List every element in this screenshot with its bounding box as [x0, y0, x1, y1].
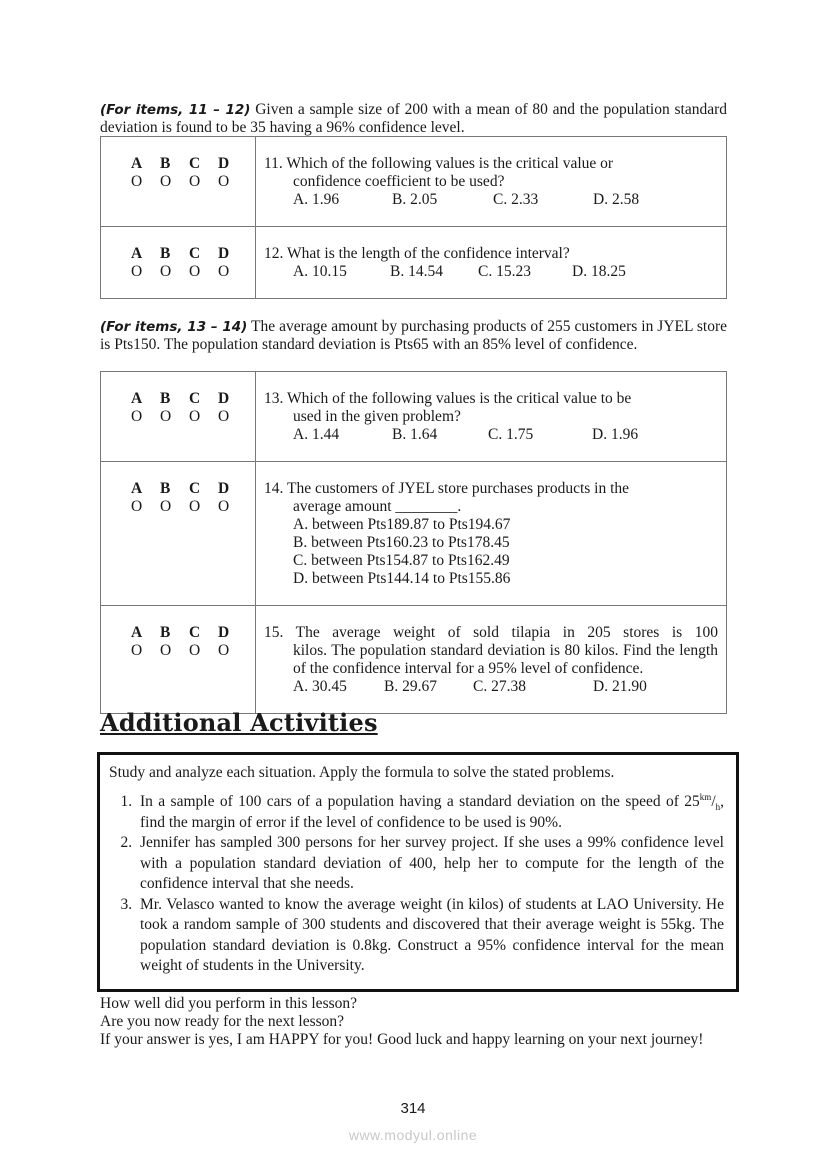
additional-activities-heading: Additional Activities [100, 708, 378, 737]
option-label-a: A [131, 245, 143, 262]
choice-a: A. 1.96 [293, 191, 340, 208]
closing-line: If your answer is yes, I am HAPPY for you! Good luck and happy learning on your next journey! [100, 1031, 704, 1048]
bubble-d[interactable]: O [218, 642, 230, 659]
option-label-d: D [218, 245, 230, 262]
bubble-b[interactable]: O [160, 263, 172, 280]
bubble-c[interactable]: O [189, 498, 201, 515]
choice-b: B. 1.64 [392, 426, 438, 443]
question-row-14 [101, 462, 727, 606]
option-label-b: B [160, 624, 171, 641]
option-label-b: B [160, 390, 171, 407]
choice-b: B. 2.05 [392, 191, 438, 208]
bubble-b[interactable]: O [160, 642, 172, 659]
choice-a: A. 1.44 [293, 426, 340, 443]
bubble-c[interactable]: O [189, 263, 201, 280]
items-range-label: (For items, 13 – 14) [100, 319, 248, 335]
choice-a: A. 30.45 [293, 678, 347, 695]
question-row-12 [101, 227, 727, 299]
answer-options[interactable] [131, 245, 255, 281]
choice-c: C. 15.23 [478, 263, 531, 280]
option-label-d: D [218, 480, 230, 497]
intro-text: Given a sample size of 200 with a mean of 80 and the population standard deviation is found to be 35 having a 96% confidence level. [100, 101, 727, 136]
activity-item-2: 2. Jennifer has sampled 300 persons for her survey project. If she uses a 99% confidence level with a population standard deviation of 400, help her to compute for the length of the confidence interval that she needs. [136, 833, 724, 895]
question-text: 13. Which of the following values is the critical value to be [264, 390, 632, 407]
question-text-cont: kilos. The population standard deviation is 80 kilos. Find the length of the confidence interval for a 95% level of confidence. [293, 642, 718, 677]
answer-options[interactable] [131, 155, 255, 191]
bubble-a[interactable]: O [131, 263, 143, 280]
unit-denominator: h [715, 802, 721, 813]
page-number: 314 [400, 1100, 426, 1117]
question-row-15 [101, 606, 727, 714]
option-label-d: D [218, 155, 230, 172]
bubble-d[interactable]: O [218, 263, 230, 280]
choice-d: D. 1.96 [592, 426, 639, 443]
option-label-c: C [189, 480, 201, 497]
option-label-a: A [131, 624, 143, 641]
option-label-c: C [189, 245, 201, 262]
choice-a: A. between Pts189.87 to Pts194.67 [293, 516, 511, 533]
option-label-b: B [160, 245, 171, 262]
activities-box [97, 752, 739, 992]
bubble-a[interactable]: O [131, 173, 143, 190]
bubble-c[interactable]: O [189, 408, 201, 425]
choice-c: C. 2.33 [493, 191, 539, 208]
question-text: 14. The customers of JYEL store purchases products in the [264, 480, 630, 497]
option-label-d: D [218, 624, 230, 641]
question-text: 12. What is the length of the confidence interval? [264, 245, 570, 262]
bubble-a[interactable]: O [131, 642, 143, 659]
bubble-a[interactable]: O [131, 408, 143, 425]
activity-text: , find the margin of error if the level of confidence to be used is 90%. [140, 793, 724, 831]
question-text-cont: confidence coefficient to be used? [293, 173, 505, 190]
items-range-label: (For items, 11 – 12) [100, 102, 251, 118]
answer-options[interactable] [131, 390, 255, 426]
question-text-cont: average amount ________. [293, 498, 462, 515]
activities-list [100, 792, 724, 977]
choice-c: C. 27.38 [473, 678, 526, 695]
question-text: 15. The average weight of sold tilapia in 205 stores is 100 [264, 624, 718, 641]
answer-options[interactable] [131, 480, 255, 516]
choice-b: B. between Pts160.23 to Pts178.45 [293, 534, 510, 551]
choice-b: B. 29.67 [384, 678, 437, 695]
choice-d: D. 18.25 [572, 263, 626, 280]
option-label-b: B [160, 480, 171, 497]
section-intro-13-14 [100, 318, 727, 354]
closing-text [100, 995, 727, 1049]
activity-text: In a sample of 100 cars of a population having a standard deviation on the speed of 25 [140, 793, 700, 810]
activity-item-1 [136, 792, 724, 833]
choice-d: D. 2.58 [593, 191, 640, 208]
option-label-c: C [189, 624, 201, 641]
bubble-b[interactable]: O [160, 498, 172, 515]
activities-instruction: Study and analyze each situation. Apply the formula to solve the stated problems. [109, 764, 615, 781]
choice-d: D. between Pts144.14 to Pts155.86 [293, 570, 511, 587]
option-label-c: C [189, 390, 201, 407]
question-table-2 [100, 371, 727, 714]
option-label-c: C [189, 155, 201, 172]
choice-d: D. 21.90 [593, 678, 647, 695]
choice-c: C. between Pts154.87 to Pts162.49 [293, 552, 510, 569]
bubble-b[interactable]: O [160, 408, 172, 425]
question-text: 11. Which of the following values is the critical value or [264, 155, 614, 172]
watermark: www.modyul.online [348, 1127, 478, 1143]
question-row-13 [101, 372, 727, 462]
choice-b: B. 14.54 [390, 263, 443, 280]
activity-item-3: 3. Mr. Velasco wanted to know the average weight (in kilos) of students at LAO University. He took a random sample of 300 students and discovered that their average weight is 55kg. The population standard deviation is 0.8kg. Construct a 95% confidence interval for the mean weight of students in the University. [136, 895, 724, 977]
bubble-c[interactable]: O [189, 173, 201, 190]
bubble-d[interactable]: O [218, 408, 230, 425]
choice-c: C. 1.75 [488, 426, 534, 443]
section-intro-11-12 [100, 101, 727, 137]
option-label-a: A [131, 480, 143, 497]
unit-slash: / [711, 793, 716, 810]
question-row-11 [101, 137, 727, 227]
question-text-cont: used in the given problem? [293, 408, 461, 425]
option-label-a: A [131, 390, 143, 407]
option-label-d: D [218, 390, 230, 407]
answer-options[interactable] [131, 624, 255, 660]
bubble-c[interactable]: O [189, 642, 201, 659]
option-label-a: A [131, 155, 143, 172]
bubble-a[interactable]: O [131, 498, 143, 515]
question-table-1 [100, 136, 727, 299]
choice-a: A. 10.15 [293, 263, 347, 280]
bubble-d[interactable]: O [218, 173, 230, 190]
closing-line: Are you now ready for the next lesson? [100, 1013, 345, 1030]
option-label-b: B [160, 155, 171, 172]
closing-line: How well did you perform in this lesson? [100, 995, 358, 1012]
bubble-d[interactable]: O [218, 498, 230, 515]
bubble-b[interactable]: O [160, 173, 172, 190]
unit-numerator: km [699, 791, 712, 802]
intro-text: The average amount by purchasing products of 255 customers in JYEL store is Pts150. The population standard deviation is Pts65 with an 85% level of confidence. [100, 318, 727, 353]
